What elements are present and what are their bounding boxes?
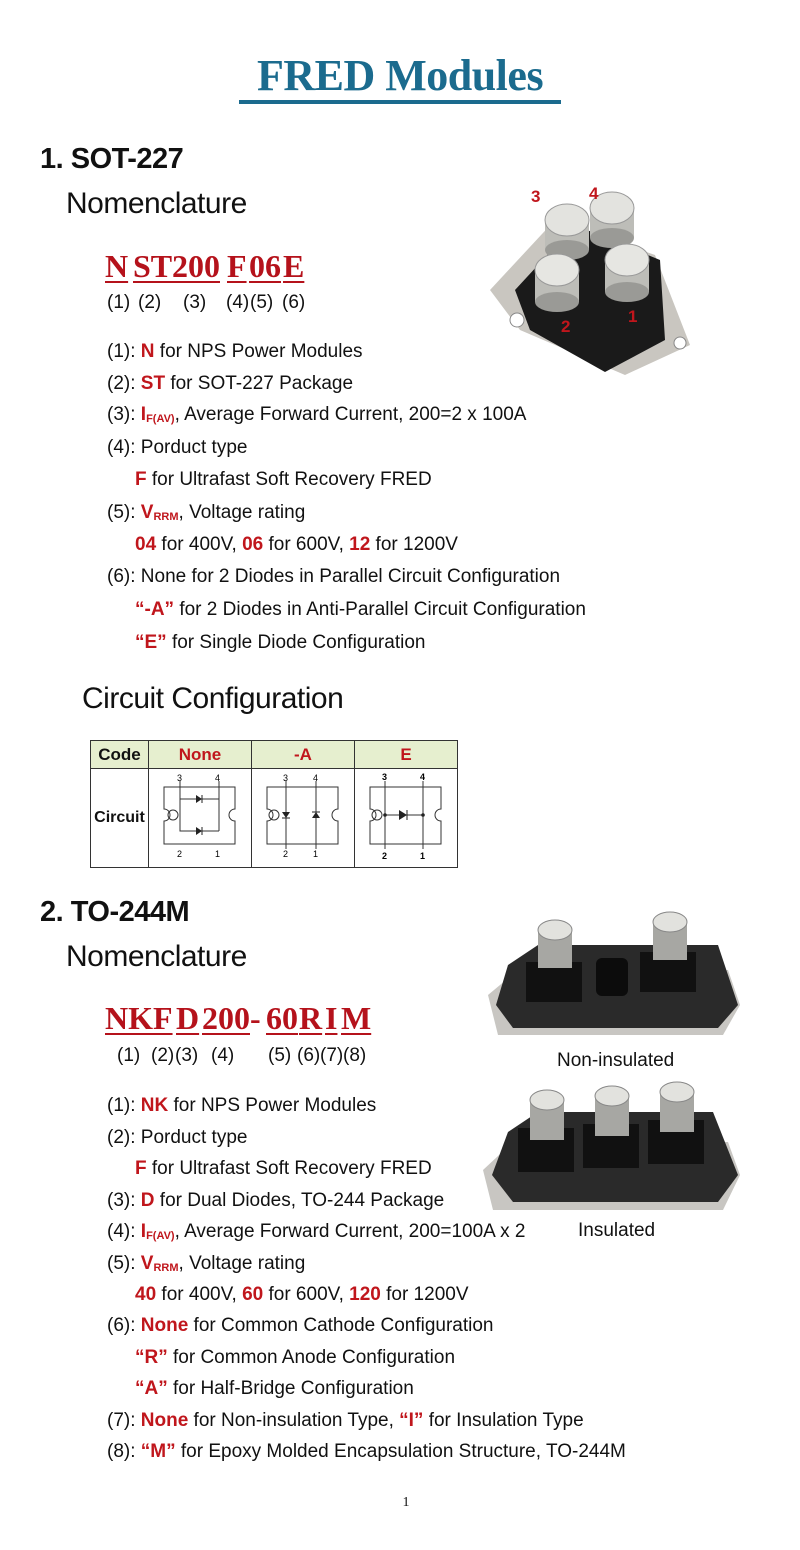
table-header-none: None bbox=[149, 741, 252, 769]
circuit-anti-parallel-diagram bbox=[252, 769, 354, 862]
pin-label: 2 bbox=[561, 317, 571, 336]
code-part: 200 bbox=[202, 1000, 250, 1036]
svg-text:4: 4 bbox=[215, 773, 221, 783]
code-part: NK bbox=[105, 1000, 153, 1036]
nomenclature-heading-1: Nomenclature bbox=[66, 187, 247, 220]
caption-insulated: Insulated bbox=[578, 1220, 656, 1241]
code-index: (3) bbox=[183, 292, 207, 313]
page-title bbox=[0, 52, 800, 104]
desc-line: (5): $V_{RRM}$, Voltage rating bbox=[107, 1253, 306, 1274]
code-part: F bbox=[153, 1000, 173, 1036]
caption-non-insulated: Non-insulated bbox=[557, 1050, 675, 1071]
page-title-text: FRED Modules bbox=[239, 52, 561, 104]
desc-line: “E” for Single Diode Configuration bbox=[135, 632, 426, 653]
circuit-anti-cell bbox=[252, 769, 355, 868]
desc-line: (2): Porduct type bbox=[107, 1127, 248, 1148]
svg-text:1: 1 bbox=[313, 849, 319, 859]
screw-terminal bbox=[605, 244, 649, 302]
circuit-config-heading: Circuit Configuration bbox=[82, 682, 344, 715]
pin-label: 4 bbox=[589, 184, 599, 203]
svg-text:1: 1 bbox=[215, 849, 221, 859]
part-code-to244m bbox=[0, 1000, 400, 1040]
screw-terminal bbox=[545, 204, 589, 260]
desc-line: (6): None for Common Cathode Configuration bbox=[107, 1315, 494, 1336]
code-index: (6) bbox=[282, 292, 306, 313]
code-index: (6) bbox=[297, 1045, 321, 1066]
code-index: (4) bbox=[211, 1045, 235, 1066]
section-heading-sot227: 1. SOT-227 bbox=[40, 143, 184, 175]
desc-line: “R” for Common Anode Configuration bbox=[135, 1347, 456, 1368]
desc-line: (4): $I_{F(AV)}$, Average Forward Current, 200=100A x 2 bbox=[107, 1221, 526, 1242]
desc-line: (4): Porduct type bbox=[107, 437, 248, 458]
svg-text:2: 2 bbox=[283, 849, 289, 859]
code-part: I bbox=[325, 1000, 338, 1036]
desc-line: F for Ultrafast Soft Recovery FRED bbox=[135, 1158, 432, 1179]
circuit-none-cell bbox=[149, 769, 252, 868]
desc-line: (5): $V_{RRM}$, Voltage rating bbox=[107, 502, 306, 523]
code-index: (8) bbox=[343, 1045, 367, 1066]
desc-line: “A” for Half-Bridge Configuration bbox=[135, 1378, 414, 1399]
table-header-code: Code bbox=[91, 741, 149, 769]
code-part: F bbox=[227, 248, 247, 284]
part-code-sot227 bbox=[0, 248, 400, 288]
page-number: 1 bbox=[402, 1495, 410, 1510]
code-index: (2) bbox=[151, 1045, 175, 1066]
desc-line: (1): N for NPS Power Modules bbox=[107, 341, 363, 362]
code-part: 06 bbox=[249, 248, 281, 284]
code-index: (5) bbox=[250, 292, 274, 313]
svg-text:4: 4 bbox=[313, 773, 319, 783]
circuit-parallel-diagram bbox=[149, 769, 251, 862]
code-part: R bbox=[299, 1000, 323, 1036]
desc-line: “-A” for 2 Diodes in Anti-Parallel Circuit Configuration bbox=[135, 599, 586, 620]
desc-line: (3): D for Dual Diodes, TO-244 Package bbox=[107, 1190, 445, 1211]
svg-text:4: 4 bbox=[420, 772, 426, 782]
desc-line: (6): None for 2 Diodes in Parallel Circuit Configuration bbox=[107, 566, 561, 587]
code-part: 60 bbox=[266, 1000, 298, 1036]
code-part: E bbox=[283, 248, 305, 284]
table-header-anti: -A bbox=[252, 741, 355, 769]
pin-label: 3 bbox=[531, 187, 541, 206]
code-part: ST bbox=[133, 248, 173, 284]
pin-label: 1 bbox=[628, 307, 638, 326]
desc-line: 40 for 400V, 60 for 600V, 120 for 1200V bbox=[135, 1284, 469, 1305]
desc-line: (1): NK for NPS Power Modules bbox=[107, 1095, 377, 1116]
desc-line: (7): None for Non-insulation Type, “I” for Insulation Type bbox=[107, 1410, 584, 1431]
desc-line: (8): “M” for Epoxy Molded Encapsulation Structure, TO-244M bbox=[107, 1441, 626, 1462]
circuit-e-cell bbox=[355, 769, 458, 868]
code-part: N bbox=[105, 248, 129, 284]
desc-line: 04 for 400V, 06 for 600V, 12 for 1200V bbox=[135, 534, 458, 555]
svg-text:3: 3 bbox=[283, 773, 289, 783]
code-part: 200 bbox=[172, 248, 220, 284]
svg-text:2: 2 bbox=[177, 849, 183, 859]
code-part: D bbox=[176, 1000, 200, 1036]
svg-text:3: 3 bbox=[177, 773, 183, 783]
svg-text:2: 2 bbox=[382, 851, 388, 861]
to244m-non-insulated-photo bbox=[478, 910, 748, 1050]
circuit-config-table bbox=[90, 740, 458, 868]
code-part: M bbox=[341, 1000, 372, 1036]
code-index: (3) bbox=[175, 1045, 199, 1066]
table-header-e: E bbox=[355, 741, 458, 769]
code-index: (5) bbox=[268, 1045, 292, 1066]
section-heading-to244m: 2. TO-244M bbox=[40, 896, 190, 928]
code-index: (1) bbox=[107, 292, 131, 313]
circuit-single-diagram bbox=[355, 769, 457, 862]
sot227-module-photo bbox=[485, 180, 705, 380]
desc-line: (3): $I_{F(AV)}$, Average Forward Current, 200=2 x 100A bbox=[107, 404, 527, 425]
table-row-circuit-label: Circuit bbox=[91, 769, 149, 868]
screw-terminal bbox=[535, 254, 579, 312]
code-index: (2) bbox=[138, 292, 162, 313]
svg-text:1: 1 bbox=[420, 851, 426, 861]
code-index: (7) bbox=[320, 1045, 344, 1066]
to244m-insulated-photo bbox=[478, 1080, 748, 1220]
code-index: (4) bbox=[226, 292, 250, 313]
code-part: - bbox=[250, 1000, 261, 1036]
svg-text:3: 3 bbox=[382, 772, 388, 782]
desc-line: (2): ST for SOT-227 Package bbox=[107, 373, 354, 394]
nomenclature-heading-2: Nomenclature bbox=[66, 940, 247, 973]
code-index: (1) bbox=[117, 1045, 141, 1066]
desc-line: F for Ultrafast Soft Recovery FRED bbox=[135, 469, 432, 490]
